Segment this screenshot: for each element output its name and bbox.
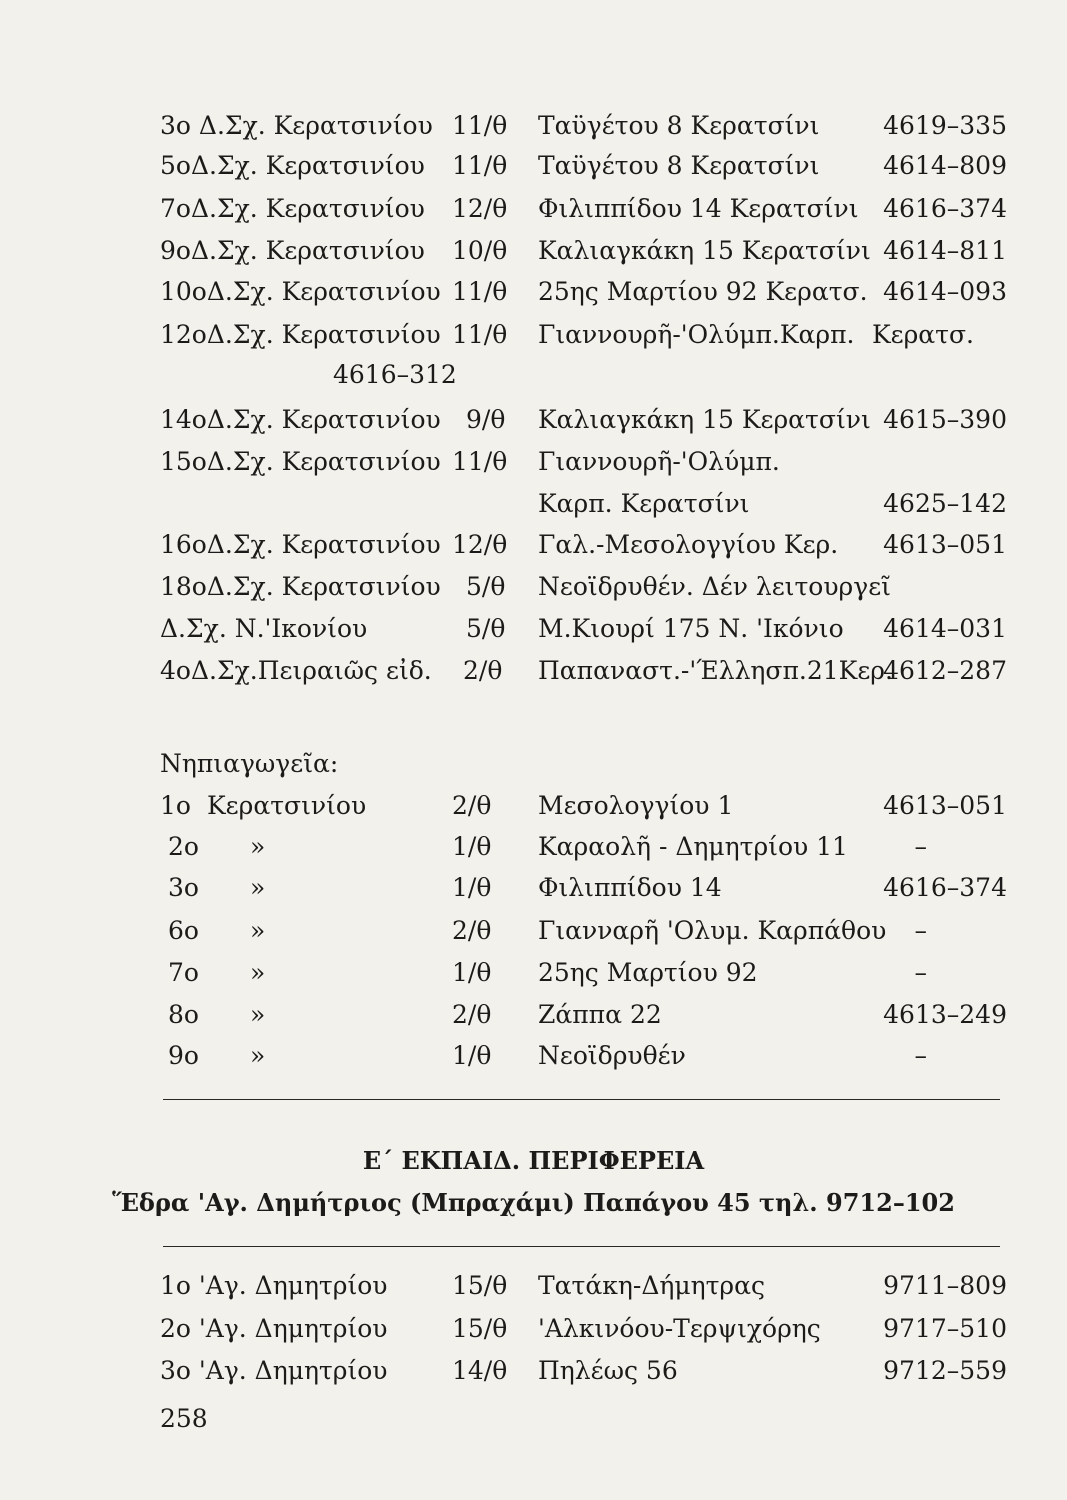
kindergarten-classes: 2/θ [452,916,492,945]
school-address: Παπαναστ.-'Έλλησπ.21Κερ. [538,656,893,685]
school-address: Ταϋγέτου 8 Κερατσίνι [538,151,820,180]
school-classes: 12/θ [452,530,508,559]
school-address: Πηλέως 56 [538,1356,678,1385]
school-address-continuation: Καρπ. Κερατσίνι [538,489,750,518]
school-classes: 11/θ [452,111,508,140]
school-address: Τατάκη-Δήμητρας [538,1271,765,1300]
table-row [0,272,1007,312]
table-row [0,146,1007,186]
kindergarten-phone: 4613–249 [883,1000,1007,1029]
ditto-mark: » [250,832,266,861]
school-phone: 4613–051 [883,530,1007,559]
table-row [0,315,1007,355]
ditto-mark: » [250,873,266,902]
school-name: 1ο 'Αγ. Δημητρίου [160,1271,388,1300]
school-phone: 4619–335 [883,111,1007,140]
kindergarten-phone: 4613–051 [883,791,1007,820]
school-name: 10οΔ.Σχ. Κερατσινίου [160,277,441,306]
kindergarten-address: Ζάππα 22 [538,1000,662,1029]
ditto-mark: » [250,916,266,945]
table-row [0,231,1007,271]
school-name: 15οΔ.Σχ. Κερατσινίου [160,447,441,476]
school-name: 16οΔ.Σχ. Κερατσινίου [160,530,441,559]
page-number: 258 [160,1404,208,1433]
school-phone: 4616–374 [883,194,1007,223]
table-row [0,651,1007,691]
school-classes: 11/θ [452,320,508,349]
school-name: 9οΔ.Σχ. Κερατσινίου [160,236,425,265]
school-phone: 9712–559 [883,1356,1007,1385]
school-address: 25ης Μαρτίου 92 Κερατσ. [538,277,868,306]
table-row [0,953,1007,993]
school-phone: 4615–390 [883,405,1007,434]
school-address: Φιλιππίδου 14 Κερατσίνι [538,194,859,223]
school-classes: 11/θ [452,447,508,476]
kindergarten-address: Νεοϊδρυθέν [538,1041,686,1070]
school-address: Γιαννουρῆ-'Ολύμπ. [538,447,780,476]
school-address: 'Αλκινόου-Τερψιχόρης [538,1314,821,1343]
school-classes: 10/θ [452,236,508,265]
school-address: Καλιαγκάκη 15 Κερατσίνι [538,405,871,434]
kindergarten-classes: 1/θ [452,832,492,861]
school-address: Γιαννουρῆ-'Ολύμπ.Καρπ. [538,320,855,349]
school-phone: 4614–093 [883,277,1007,306]
school-classes: 12/θ [452,194,508,223]
table-row [0,609,1007,649]
kindergarten-address: Φιλιππίδου 14 [538,873,722,902]
kindergarten-phone: – [914,1041,927,1070]
table-row [0,525,1007,565]
table-row [0,827,1007,867]
kindergarten-address: Μεσολογγίου 1 [538,791,734,820]
school-name: 18οΔ.Σχ. Κερατσινίου [160,572,441,601]
school-address: Γαλ.-Μεσολογγίου Κερ. [538,530,839,559]
school-classes: 15/θ [452,1314,508,1343]
kindergarten-number: 1ο [160,791,191,820]
school-name: Δ.Σχ. Ν.'Ικονίου [160,614,368,643]
kindergarten-number: 9ο [168,1041,199,1070]
overflow-phone: 4616–312 [333,360,457,389]
table-row [0,1309,1007,1349]
school-name: 14οΔ.Σχ. Κερατσινίου [160,405,441,434]
kindergarten-address: Γιανναρῆ 'Ολυμ. Καρπάθου [538,916,887,945]
kindergarten-classes: 1/θ [452,873,492,902]
school-classes: 5/θ [466,614,506,643]
kindergarten-phone: – [914,916,927,945]
school-name: 3ο 'Αγ. Δημητρίου [160,1356,388,1385]
divider [163,1099,1000,1100]
kindergarten-number: 6ο [168,916,199,945]
kindergarten-number: 7ο [168,958,199,987]
school-classes: 14/θ [452,1356,508,1385]
table-row [0,400,1007,440]
kindergarten-number: 8ο [168,1000,199,1029]
table-row [0,1036,1007,1076]
kindergarten-classes: 2/θ [452,791,492,820]
school-name: 2ο 'Αγ. Δημητρίου [160,1314,388,1343]
region-title: Ε΄ ΕΚΠΑΙΔ. ΠΕΡΙΦΕΡΕΙΑ [362,1146,705,1175]
table-row [0,786,1007,826]
school-name: 5οΔ.Σχ. Κερατσινίου [160,151,425,180]
school-classes: 2/θ [463,656,503,685]
ditto-mark: » [250,1041,266,1070]
school-phone: 9717–510 [883,1314,1007,1343]
table-row [0,911,1007,951]
school-phone: 4614–811 [883,236,1007,265]
kindergartens-heading: Νηπιαγωγεῖα: [160,749,339,778]
school-phone: 4614–809 [883,151,1007,180]
school-address: Νεοϊδρυθέν. Δέν λειτουργεῖ [538,572,891,601]
table-row [0,106,1007,146]
region-subtitle: Ἕδρα 'Αγ. Δημήτριος (Μπραχάμι) Παπάγου 45 τηλ. 9712–102 [112,1188,955,1217]
school-phone: 9711–809 [883,1271,1007,1300]
school-name: 3ο Δ.Σχ. Κερατσινίου [160,111,433,140]
kindergarten-name: Κερατσινίου [207,791,367,820]
table-row [0,995,1007,1035]
ditto-mark: » [250,958,266,987]
divider [163,1246,1000,1247]
school-phone: 4625–142 [883,489,1007,518]
kindergarten-phone: 4616–374 [883,873,1007,902]
school-classes: 5/θ [466,572,506,601]
kindergarten-classes: 1/θ [452,958,492,987]
school-classes: 9/θ [466,405,506,434]
school-classes: 11/θ [452,277,508,306]
school-name: 7οΔ.Σχ. Κερατσινίου [160,194,425,223]
kindergarten-address: 25ης Μαρτίου 92 [538,958,758,987]
table-row [0,868,1007,908]
school-classes: 11/θ [452,151,508,180]
table-row [0,484,1007,524]
school-address: Ταϋγέτου 8 Κερατσίνι [538,111,820,140]
school-address: Καλιαγκάκη 15 Κερατσίνι [538,236,871,265]
kindergarten-address: Καραολῆ - Δημητρίου 11 [538,832,848,861]
table-row [0,1266,1007,1306]
kindergarten-classes: 2/θ [452,1000,492,1029]
school-phone: 4612–287 [883,656,1007,685]
school-name: 12οΔ.Σχ. Κερατσινίου [160,320,441,349]
school-phone: Κερατσ. [871,320,974,349]
school-name: 4οΔ.Σχ.Πειραιῶς εἰδ. [160,656,432,685]
table-row [0,442,1007,482]
school-address: Μ.Κιουρί 175 Ν. 'Ικόνιο [538,614,844,643]
table-row [0,189,1007,229]
kindergarten-phone: – [914,958,927,987]
ditto-mark: » [250,1000,266,1029]
kindergarten-phone: – [914,832,927,861]
table-row [0,567,1007,607]
school-phone: 4614–031 [883,614,1007,643]
kindergarten-number: 3ο [168,873,199,902]
school-classes: 15/θ [452,1271,508,1300]
kindergarten-classes: 1/θ [452,1041,492,1070]
kindergarten-number: 2ο [168,832,199,861]
table-row [0,1351,1007,1391]
